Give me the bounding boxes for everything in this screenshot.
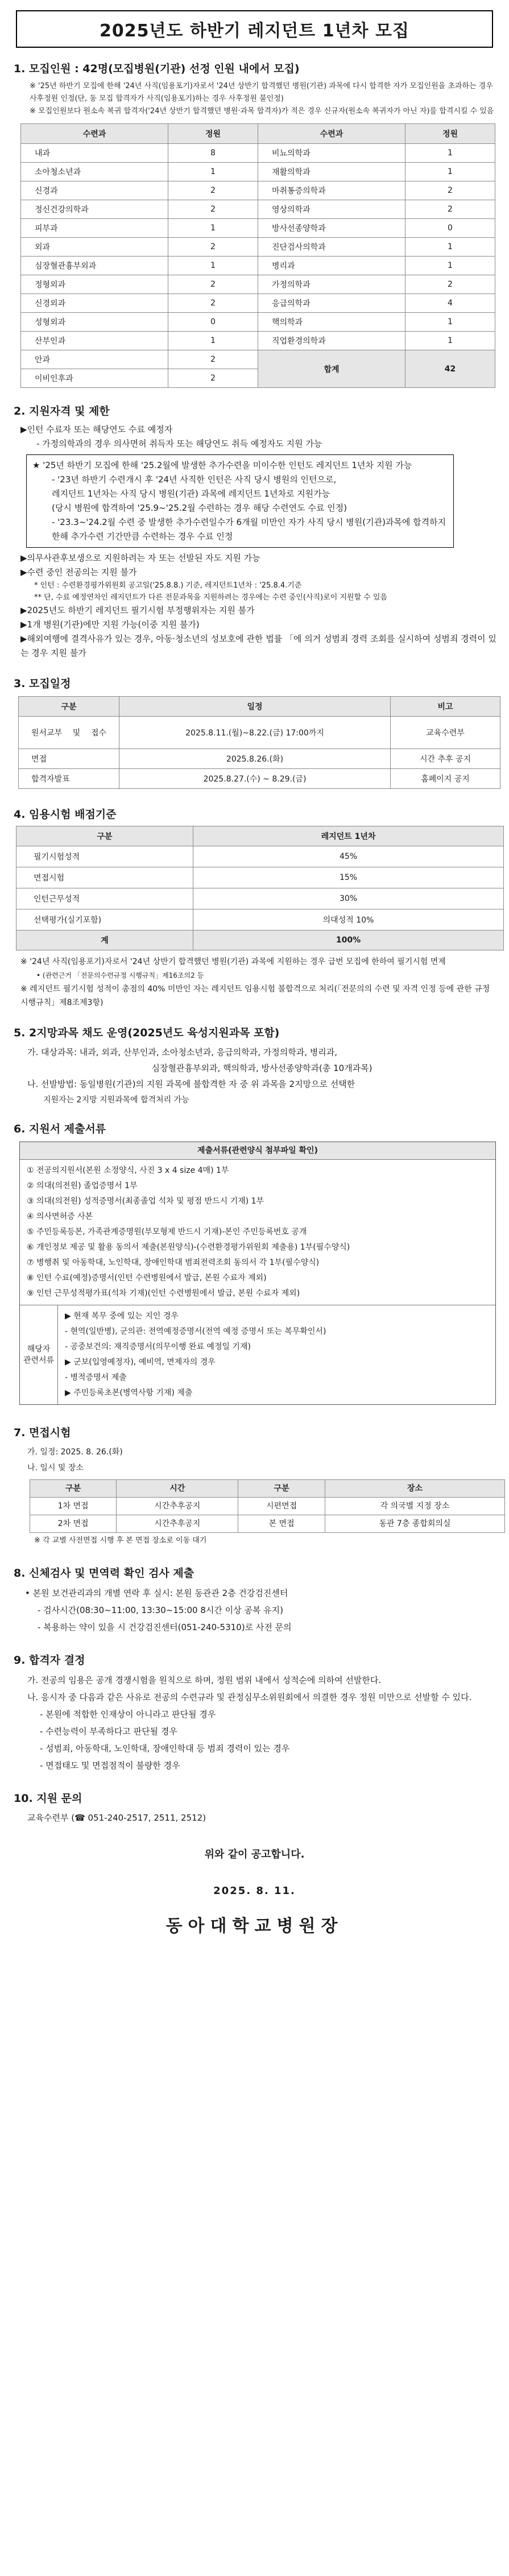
dept-cell: 재활의학과 <box>258 163 405 181</box>
note-1: ※ '25년 하반기 모집에 한해 '24년 사직(임용포기)자로서 '24년 상반기 합격했던 병원(기관) 과목에 다시 합격한 자가 모집인원을 초과하는 경우 사후정원 인정(단, 동 모집 합격자가 사직(임용포기)하는 경우 사후정원 불인정) <box>30 82 493 103</box>
section-1-notes <box>30 80 496 118</box>
table-row <box>16 931 504 950</box>
interview-place-heading: 나. 일시 및 장소 <box>27 1463 84 1473</box>
schedule-label: 원서교부 및 접수 <box>19 717 119 749</box>
conditional-item: - 병적증명서 제출 <box>65 1373 127 1382</box>
quota-cell: 1 <box>405 313 495 332</box>
dept-cell: 병리과 <box>258 257 405 275</box>
quota-cell: 8 <box>168 144 258 163</box>
qual-footnote: * 인턴 : 수련환경평가위원회 공고일('25.8.8.) 기준, 레지던트1년차 : '25.8.4.기준 <box>34 581 302 590</box>
box-line: ★ '25년 하반기 모집에 한해 '25.2월에 발생한 추가수련을 미이수한 인턴도 레지던트 1년차 지원 가능 <box>32 460 412 470</box>
section-2-heading: 2. 지원자격 및 제한 <box>14 405 110 417</box>
table-row <box>21 163 495 181</box>
eval-label: 선택평가(실기포함) <box>16 909 193 931</box>
dept-cell: 정형외과 <box>21 275 168 294</box>
dept-cell: 영상의학과 <box>258 200 405 219</box>
dept-cell: 신경외과 <box>21 294 168 313</box>
document-item: ⑥ 개인정보 제공 및 활용 동의서 제출(본원양식)-(수련환경평가위원회 제출용) 1부(필수양식) <box>27 1243 350 1252</box>
table-row <box>16 909 504 931</box>
page-title: 2025년도 하반기 레지던트 1년차 모집 <box>100 21 409 41</box>
quota-cell: 2 <box>168 275 258 294</box>
quota-cell: 1 <box>405 332 495 350</box>
section-10-heading: 10. 지원 문의 <box>14 1792 82 1805</box>
eval-weight: 의대성적 10% <box>193 909 504 931</box>
qual-line: ▶의무사관후보생으로 지원하려는 자 또는 선발된 자도 지원 가능 <box>20 553 260 563</box>
dept-cell: 핵의학과 <box>258 313 405 332</box>
section-4-notes <box>20 955 496 1010</box>
quota-cell: 2 <box>168 181 258 200</box>
header-remark: 비고 <box>391 697 500 717</box>
selection-line: - 본원에 적합한 인재상이 아니라고 판단될 경우 <box>40 1709 216 1719</box>
total-value: 42 <box>405 350 495 388</box>
section-2-body <box>20 423 496 660</box>
document-item: ⑨ 인턴 근무성적평가표(석차 기재)(인턴 수련병원에서 발급, 본원 수료자 제외) <box>27 1289 300 1298</box>
section-9-heading: 9. 합격자 결정 <box>14 1654 85 1667</box>
quota-cell: 1 <box>168 219 258 238</box>
section-7-body <box>27 1444 496 1549</box>
documents-box-title: 제출서류(관련양식 첨부파일 확인) <box>20 1142 495 1160</box>
document-item: ⑤ 주민등록등본, 가족관계증명원(부모형제 반드시 기재)-본인 주민등록번호 공개 <box>27 1227 307 1237</box>
interview-time: 시간추후공지 <box>117 1515 238 1533</box>
note-2: ※ 모집인원보다 원소속 복귀 합격자('24년 상반기 합격했던 병원·과목 합격자)가 적은 경우 신규자(원소속 복귀자가 아닌 자)를 합격시킬 수 있음 <box>30 107 494 115</box>
quota-cell: 0 <box>168 313 258 332</box>
interview-round: 2차 면접 <box>30 1515 117 1533</box>
dept-cell: 정신건강의학과 <box>21 200 168 219</box>
header-schedule: 일정 <box>119 697 391 717</box>
table-row <box>19 749 500 769</box>
conditional-item: - 현역(일반병), 군의관: 전역예정증명서(전역 예정 증명서 또는 복무확인서) <box>65 1327 326 1336</box>
box-line: 레지던트 1년차는 사직 당시 병원(기관) 과목에 레지던트 1년차로 지원가능 <box>52 489 330 499</box>
table-header-row <box>19 697 500 717</box>
second-choice-line: 지원자는 2지망 지원과목에 합격처리 가능 <box>43 1095 189 1105</box>
special-notice-box <box>26 454 454 548</box>
interview-table <box>30 1479 505 1533</box>
section-3-heading: 3. 모집일정 <box>14 677 71 690</box>
header-dept: 수련과 <box>21 124 168 144</box>
header-round: 구분 <box>30 1480 117 1498</box>
table-row <box>21 144 495 163</box>
document-item: ④ 의사면허증 사본 <box>27 1212 93 1221</box>
eval-weight: 30% <box>193 888 504 909</box>
table-row <box>19 717 500 749</box>
schedule-date: 2025.8.27.(수) ~ 8.29.(금) <box>119 769 391 789</box>
quota-cell: 1 <box>405 144 495 163</box>
conditional-label: 해당자 관련서류 <box>20 1305 58 1404</box>
table-row <box>16 888 504 909</box>
total-label: 합계 <box>258 350 405 388</box>
eval-note: ※ '24년 사직(임용포기)자로서 '24년 상반기 합격했던 병원(기관) 과목에 지원하는 경우 급번 모집에 한하여 필기시험 면제 <box>20 957 446 966</box>
table-row <box>21 313 495 332</box>
dept-cell: 응급의학과 <box>258 294 405 313</box>
conditional-documents <box>20 1305 495 1404</box>
hospital-name: 동아대학교병원장 <box>165 1916 344 1936</box>
qual-footnote: ** 단, 수료 예정연차인 레지던트가 다른 전문과목을 지원하려는 경우에는 수련 중인(사직)로이 지원할 수 있음 <box>34 593 387 602</box>
dept-cell: 외과 <box>21 238 168 257</box>
table-row <box>21 294 495 313</box>
quota-cell: 0 <box>405 219 495 238</box>
qual-line-2: - 가정의학과의 경우 의사면허 취득자 또는 해당연도 취득 예정자도 지원 가능 <box>36 439 322 449</box>
selection-line: - 면접태도 및 면접점적이 불량한 경우 <box>40 1760 180 1771</box>
quota-cell: 4 <box>405 294 495 313</box>
dept-cell: 심장혈관흉부외과 <box>21 257 168 275</box>
eval-note-small: • (관련근거 「전문의수련규정 시행규칙」제16조의2 등 <box>36 971 204 979</box>
interview-place: 동관 7층 종합회의실 <box>325 1515 504 1533</box>
document-item: ② 의대(의전원) 졸업증명서 1부 <box>27 1181 138 1190</box>
table-row <box>19 769 500 789</box>
conditional-item: ▶ 현재 복무 중에 있는 지인 경우 <box>65 1312 179 1321</box>
box-line: - '23년 하반기 수련개시 후 '24년 사직한 인턴은 사직 당시 병원의 인턴으로, <box>52 474 337 485</box>
box-line: (당시 병원에 합격하여 '25.9~'25.2월 수련하는 경우 해당 수련연도 수료 인정) <box>52 503 347 513</box>
section-5-body <box>27 1044 496 1108</box>
dept-cell: 이비인후과 <box>21 369 168 388</box>
table-header-row <box>16 826 504 846</box>
dept-cell: 방사선종양학과 <box>258 219 405 238</box>
schedule-label: 합격자발표 <box>19 769 119 789</box>
second-choice-line: 나. 선발방법: 동일병원(기관)의 지원 과목에 불합격한 자 중 위 과목을 2지망으로 선택한 <box>27 1079 355 1089</box>
quota-cell: 1 <box>168 332 258 350</box>
interview-time: 시간추후공지 <box>117 1498 238 1515</box>
dept-cell: 가정의학과 <box>258 275 405 294</box>
dept-cell: 진단검사의학과 <box>258 238 405 257</box>
header-type: 구분 <box>238 1480 325 1498</box>
quota-cell: 2 <box>168 238 258 257</box>
interview-type: 시편면접 <box>238 1498 325 1515</box>
document-item: ⑧ 인턴 수료(예정)증명서(인턴 수련병원에서 발급, 본원 수료자 제외) <box>27 1273 267 1283</box>
eval-weight: 45% <box>193 846 504 867</box>
dept-cell: 직업환경의학과 <box>258 332 405 350</box>
schedule-table <box>18 696 500 789</box>
quota-cell: 1 <box>168 257 258 275</box>
qual-line: ▶2025년도 하반기 레지던트 필기시험 부정행위자는 지원 불가 <box>20 605 255 615</box>
section-9-body <box>27 1672 496 1774</box>
box-line: - '23.3~'24.2월 수련 중 발생한 추가수련일수가 6개월 미만인 자가 사직 당시 병원(기관)과목에 합격하지 한해 추가수련 기간만큼 수련하는 경우 수료 인정 <box>52 517 446 541</box>
table-header-row <box>21 124 495 144</box>
section-7-heading: 7. 면접시험 <box>14 1426 71 1439</box>
qual-line-1: ▶인턴 수료자 또는 해당연도 수료 예정자 <box>20 424 173 435</box>
header-category: 구분 <box>16 826 193 846</box>
schedule-date: 2025.8.26.(화) <box>119 749 391 769</box>
conditional-item: ▶ 주민등록초본(병역사항 기재) 제출 <box>65 1388 193 1397</box>
quota-cell: 2 <box>168 369 258 388</box>
health-check-line: - 복용하는 약이 있을 시 건강검진센터(051-240-5310)로 사전 문의 <box>38 1622 292 1632</box>
conditional-items <box>58 1305 333 1404</box>
conditional-item: ▶ 군보(입영예정자), 예비역, 면제자의 경우 <box>65 1358 216 1367</box>
health-check-line: • 본원 보건관리과의 개별 연락 후 실시: 본원 동관관 2층 건강검진센터 <box>25 1588 288 1598</box>
eval-label: 필기시험성적 <box>16 846 193 867</box>
evaluation-criteria-table <box>16 826 504 950</box>
second-choice-line: 심장혈관흉부외과, 핵의학과, 방사선종양학과(총 10개과목) <box>151 1063 373 1073</box>
document-item: ③ 의대(의전원) 성적증명서(최종졸업 석차 및 평점 반드시 기재) 1부 <box>27 1197 264 1206</box>
table-row <box>30 1515 505 1533</box>
dept-cell: 소아청소년과 <box>21 163 168 181</box>
dept-cell: 피부과 <box>21 219 168 238</box>
quota-cell: 1 <box>405 163 495 181</box>
table-row <box>21 257 495 275</box>
interview-place: 각 의국별 지정 장소 <box>325 1498 504 1515</box>
schedule-date: 2025.8.11.(월)~8.22.(금) 17:00까지 <box>119 717 391 749</box>
section-1-heading: 1. 모집인원 : 42명(모집병원(기관) 선정 인원 내에서 모집) <box>14 63 300 75</box>
selection-line: 나. 응시자 중 다음과 같은 사유로 전공의 수련규라 및 관정심무소위원회에서 의결한 경우 정원 미만으로 선발할 수 있다. <box>27 1692 472 1702</box>
dept-cell: 내과 <box>21 144 168 163</box>
interview-round: 1차 면접 <box>30 1498 117 1515</box>
health-check-line: - 검사시간(08:30~11:00, 13:30~15:00 8시간 이상 공복 유지) <box>38 1605 283 1615</box>
section-6-heading: 6. 지원서 제출서류 <box>14 1123 106 1135</box>
dept-cell: 안과 <box>21 350 168 369</box>
section-10-body <box>27 1810 496 1826</box>
qual-line: ▶수련 중인 전공의는 지원 불가 <box>20 567 137 577</box>
quota-cell: 2 <box>405 275 495 294</box>
quota-cell: 1 <box>168 163 258 181</box>
dept-cell: 산부인과 <box>21 332 168 350</box>
dept-cell: 마취통증의학과 <box>258 181 405 200</box>
quota-cell: 2 <box>405 200 495 219</box>
title-box <box>16 10 493 48</box>
header-quota: 정원 <box>168 124 258 144</box>
table-row <box>21 181 495 200</box>
schedule-label: 면접 <box>19 749 119 769</box>
header-dept: 수련과 <box>258 124 405 144</box>
table-row <box>21 238 495 257</box>
qual-line: ▶해외여행에 결격사유가 있는 경우, 아동·청소년의 성보호에 관한 법률 「에 의거 성범죄 경력 조회를 실시하여 성범죄 경력이 있는 경우 지원 불가 <box>20 634 496 658</box>
selection-line: 가. 전공의 임용은 공개 경쟁시험을 원칙으로 하며, 정원 범위 내에서 성적순에 의하여 선발한다. <box>27 1675 382 1685</box>
table-row <box>21 275 495 294</box>
selection-line: - 성범죄, 아동학대, 노인학대, 장애인학대 등 범죄 경력이 있는 경우 <box>40 1743 290 1754</box>
header-category: 구분 <box>19 697 119 717</box>
schedule-remark: 시간 추후 공지 <box>391 749 500 769</box>
dept-cell: 비뇨의학과 <box>258 144 405 163</box>
quota-cell: 2 <box>168 294 258 313</box>
notice-date: 2025. 8. 11. <box>213 1885 296 1897</box>
document-item: ① 전공의지원서(본원 소정양식, 사진 3 x 4 size 4매) 1부 <box>27 1166 229 1175</box>
table-row <box>21 200 495 219</box>
required-documents-box <box>19 1142 496 1405</box>
quota-cell: 2 <box>168 350 258 369</box>
section-8-body <box>25 1585 496 1636</box>
eval-label: 인턴근무성적 <box>16 888 193 909</box>
quota-cell: 2 <box>405 181 495 200</box>
dept-cell: 성형외과 <box>21 313 168 332</box>
closing-statement: 위와 같이 공고합니다. <box>204 1849 305 1860</box>
eval-weight: 15% <box>193 867 504 888</box>
table-header-row <box>30 1480 505 1498</box>
selection-line: - 수련능력이 부족하다고 판단될 경우 <box>40 1726 177 1736</box>
eval-note: ※ 레지던트 필기시험 성적이 총점의 40% 미만인 자는 레지던트 임용시험 불합격으로 처리(「전문의의 수련 및 자격 인정 등에 관한 규정 시행규칙」제8조제3항) <box>20 985 490 1007</box>
quota-cell: 2 <box>168 200 258 219</box>
header-resident: 레지던트 1년차 <box>193 826 504 846</box>
interview-type: 본 면접 <box>238 1515 325 1533</box>
header-place: 장소 <box>325 1480 504 1498</box>
document-item: ⑦ 병행취 및 아동학대, 노인학대, 장애인학대 범죄전력조회 동의서 각 1부(필수양식) <box>27 1258 320 1267</box>
department-quota-table <box>20 123 495 388</box>
eval-label: 면접시험 <box>16 867 193 888</box>
table-row <box>30 1498 505 1515</box>
header-time: 시간 <box>117 1480 238 1498</box>
eval-total-label: 계 <box>16 931 193 950</box>
schedule-remark: 홈페이지 공지 <box>391 769 500 789</box>
eval-total-value: 100% <box>193 931 504 950</box>
table-row <box>21 350 495 369</box>
documents-list <box>20 1160 495 1305</box>
conditional-item: - 공중보건의: 재직증명서(의무이행 완료 예정일 기재) <box>65 1342 251 1351</box>
section-5-heading: 5. 2지망과목 채도 운영(2025년도 육성지원과목 포함) <box>14 1027 280 1039</box>
quota-cell: 1 <box>405 238 495 257</box>
dept-cell: 신경과 <box>21 181 168 200</box>
table-row <box>21 332 495 350</box>
interview-date: 가. 일정: 2025. 8. 26.(화) <box>27 1448 123 1457</box>
interview-footnote: ※ 각 교별 사전면접 시행 후 본 면접 장소로 이동 대기 <box>34 1536 207 1545</box>
qual-line: ▶1개 병원(기관)에만 지원 가능(이중 지원 불가) <box>20 619 200 630</box>
table-row <box>16 867 504 888</box>
table-row <box>21 219 495 238</box>
contact-line: 교육수련부 (☎ 051-240-2517, 2511, 2512) <box>27 1813 206 1823</box>
section-8-heading: 8. 신체검사 및 면역력 확인 검사 제출 <box>14 1567 195 1579</box>
header-quota: 정원 <box>405 124 495 144</box>
schedule-remark: 교육수련부 <box>391 717 500 749</box>
second-choice-line: 가. 대상과목: 내과, 외과, 산부인과, 소아청소년과, 응급의학과, 가정의학과, 병리과, <box>27 1047 338 1057</box>
table-row <box>16 846 504 867</box>
section-4-heading: 4. 임용시험 배점기준 <box>14 808 117 821</box>
quota-cell: 1 <box>405 257 495 275</box>
